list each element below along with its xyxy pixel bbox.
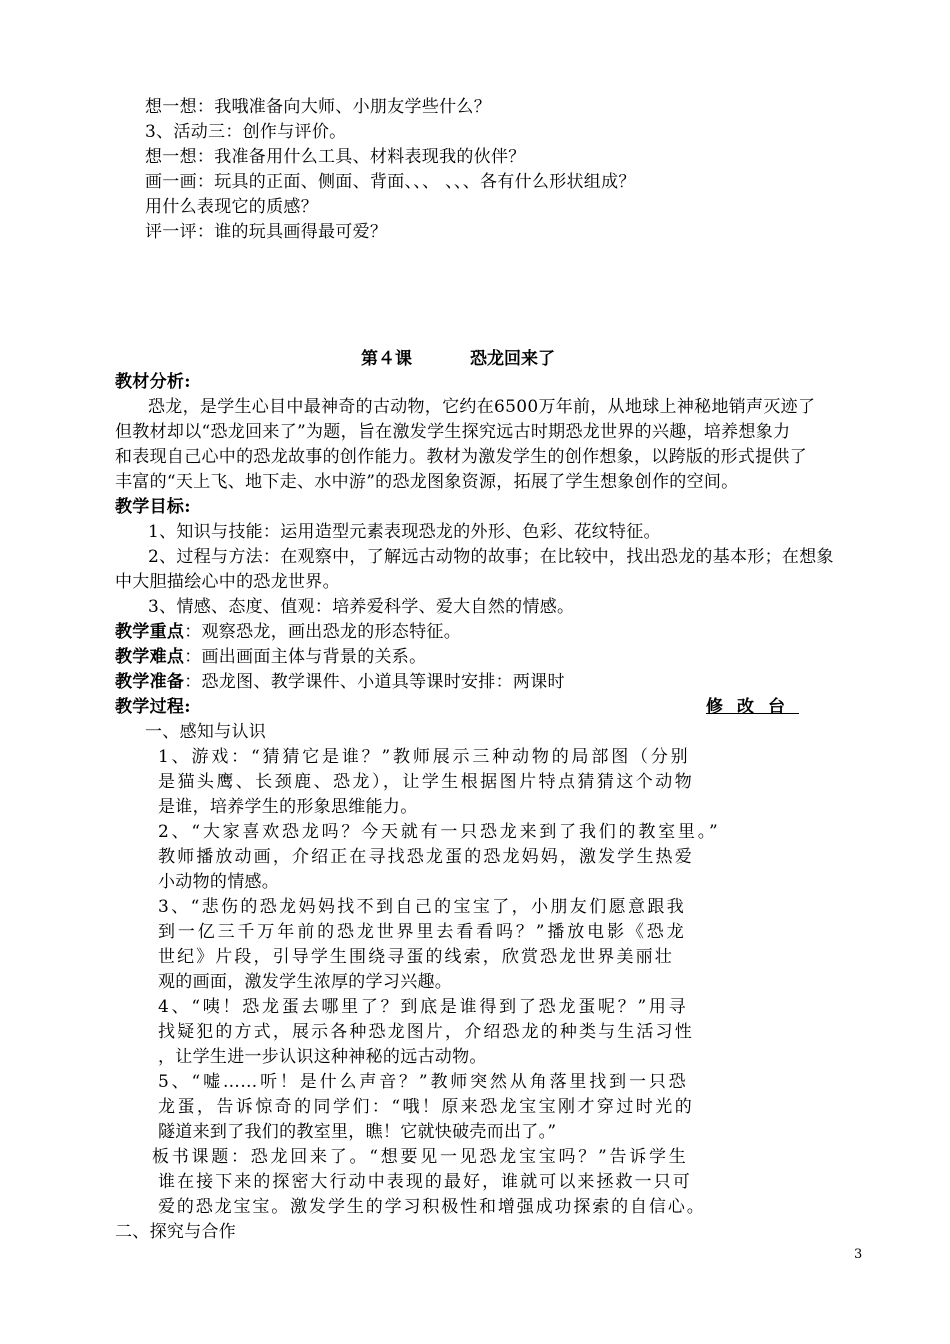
lesson-name: 恐龙回来了 [470,349,555,369]
top-line-4: 画一画：玩具的正面、侧面、背面、、、 、、、各有什么形状组成？ [145,172,636,192]
top-line-5: 用什么表现它的质感？ [145,197,318,217]
part1-line-15: 龙蛋，告诉惊奇的同学们：“哦！原来恐龙宝宝刚才穿过时光的 [158,1097,692,1117]
preparation-label: 教学准备 [115,672,185,692]
key-point-text: ：观察恐龙，画出恐龙的形态特征。 [184,622,462,642]
part1-line-16: 隧道来到了我们的教室里，瞧！它就快破壳而出了。” [158,1122,557,1142]
page-number: 3 [854,1247,863,1262]
goals-line-1: 1、知识与技能：运用造型元素表现恐龙的外形、色彩、花纹特征。 [148,522,661,542]
part1-line-10: 观的画面，激发学生浓厚的学习兴趣。 [158,972,453,992]
part1-line-5: 教师播放动画，介绍正在寻找恐龙蛋的恐龙妈妈，激发学生热爱 [158,847,692,867]
preparation-text: ：恐龙图、教学课件、小道具等课时安排：两课时 [184,672,565,692]
goals-line-4: 3、情感、态度、值观：培养爱科学、爱大自然的情感。 [148,597,575,617]
top-line-3: 想一想：我准备用什么工具、材料表现我的伙伴？ [145,147,526,167]
preparation [115,670,565,694]
part1-line-19: 爱的恐龙宝宝。激发学生的学习积极性和增强成功探索的自信心。 [158,1197,704,1217]
part1-line-4: 2、“大家喜欢恐龙吗？今天就有一只恐龙来到了我们的教室里。” [158,822,718,842]
analysis-line-4: 丰富的“天上飞、地下走、水中游”的恐龙图象资源，拓展了学生想象创作的空间。 [115,472,739,492]
part1-line-1: 1、游戏：“猜猜它是谁？”教师展示三种动物的局部图（分别 [158,747,688,767]
process-heading: 教学过程: [115,697,191,717]
analysis-heading: 教材分析: [115,372,191,392]
part1-line-18: 谁在接下来的探密大行动中表现的最好，谁就可以来拯救一只可 [158,1172,690,1192]
analysis-line-2: 但教材却以“恐龙回来了”为题，旨在激发学生探究远古时期恐龙世界的兴趣，培养想象力 [115,422,791,442]
lesson-number: 第４课 [361,349,412,369]
part1-line-12: 找疑犯的方式，展示各种恐龙图片，介绍恐龙的种类与生活习性 [158,1022,692,1042]
part1-heading: 一、感知与认识 [145,722,267,742]
goals-line-2: 2、过程与方法：在观察中，了解远古动物的故事；在比较中，找出恐龙的基本形；在想象 [148,547,834,567]
top-line-1: 想一想：我哦准备向大师、小朋友学些什么？ [145,97,491,117]
part1-line-2: 是猫头鹰、长颈鹿、恐龙），让学生根据图片特点猜猜这个动物 [158,772,692,792]
top-line-6: 评一评：谁的玩具画得最可爱？ [145,222,388,242]
part1-line-6: 小动物的情感。 [158,872,280,892]
part1-line-7: 3、“悲伤的恐龙妈妈找不到自己的宝宝了，小朋友们愿意跟我 [158,897,684,917]
difficulty-point [115,645,426,669]
part1-line-13: ，让学生进一步认识这种神秘的远古动物。 [158,1047,487,1067]
analysis-line-3: 和表现自己心中的恐龙故事的创作能力。教材为激发学生的创作想象，以跨版的形式提供了 [115,447,807,467]
goals-line-3: 中大胆描绘心中的恐龙世界。 [115,572,340,592]
goals-heading: 教学目标: [115,497,191,517]
top-line-2: 3、活动三：创作与评价。 [145,122,347,142]
difficulty-text: ：画出画面主体与背景的关系。 [184,647,427,667]
part1-line-8: 到一亿三千万年前的恐龙世界里去看看吗？”播放电影《恐龙 [158,922,684,942]
part1-line-11: 4、“咦！恐龙蛋去哪里了？到底是谁得到了恐龙蛋呢？”用寻 [158,997,686,1017]
difficulty-label: 教学难点 [115,647,185,667]
revision-column-label: 修改台 [706,697,799,717]
part1-line-17: 板书课题：恐龙回来了。“想要见一见恐龙宝宝吗？”告诉学生 [152,1147,686,1167]
key-point [115,620,461,644]
part2-heading: 二、探究与合作 [115,1222,237,1242]
part1-line-3: 是谁，培养学生的形象思维能力。 [158,797,418,817]
part1-line-9: 世纪》片段，引导学生围绕寻蛋的线索，欣赏恐龙世界美丽壮 [158,947,672,967]
key-point-label: 教学重点 [115,622,185,642]
part1-line-14: 5、“嘘……听！是什么声音？”教师突然从角落里找到一只恐 [158,1072,686,1092]
analysis-line-1: 恐龙，是学生心目中最神奇的古动物，它约在6500万年前，从地球上神秘地销声灭迹了 [148,397,816,417]
